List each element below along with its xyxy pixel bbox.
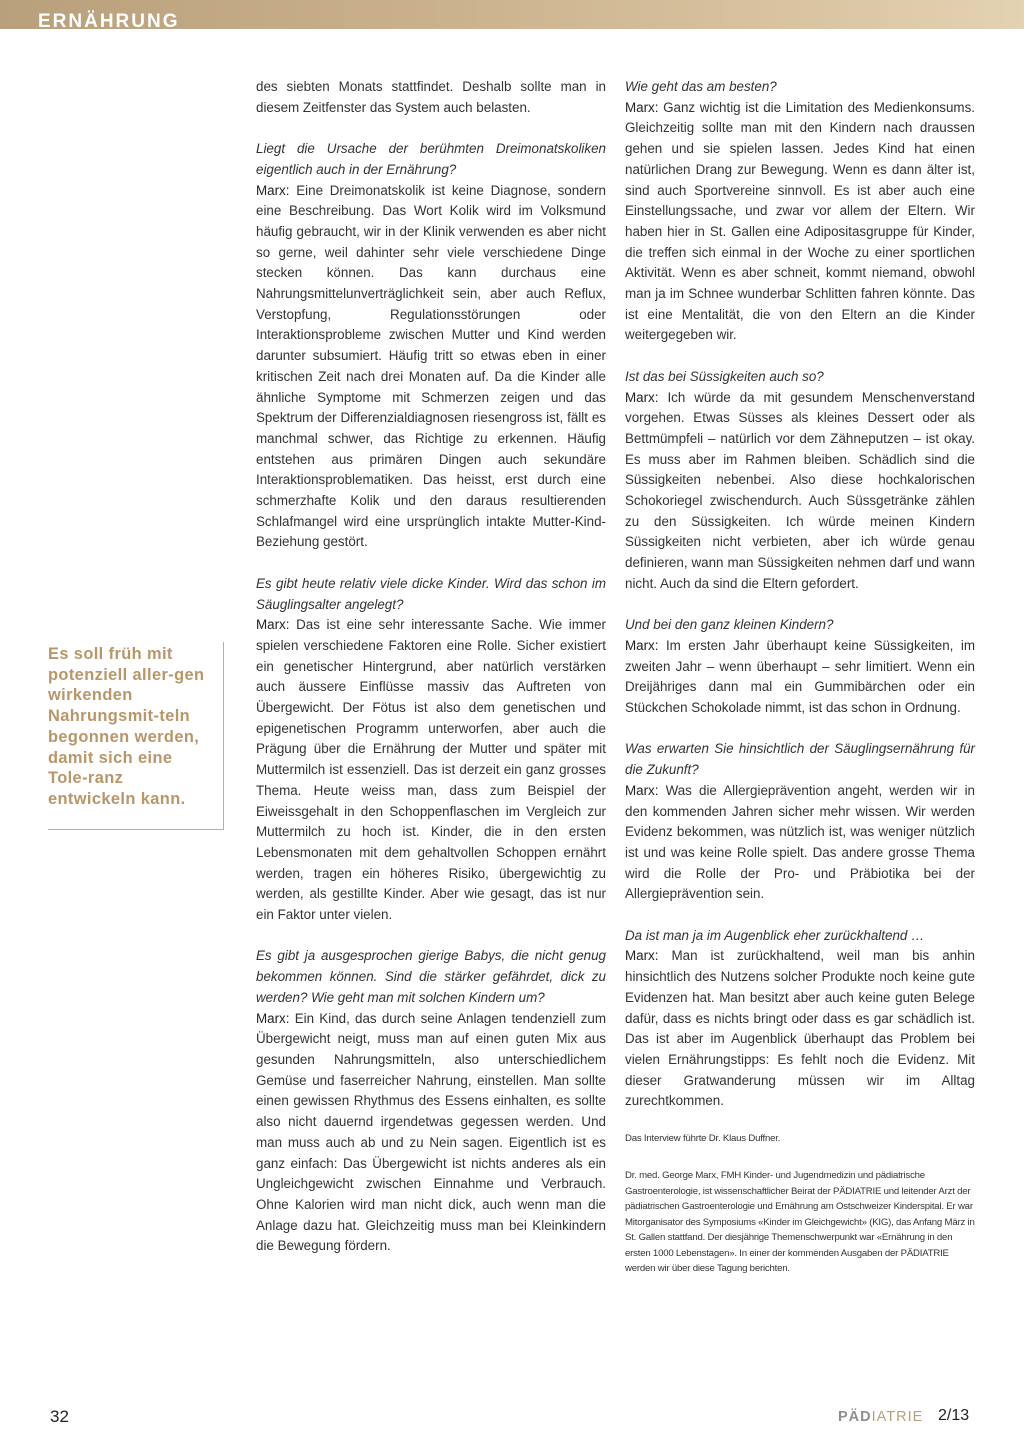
interview-question: Wie geht das am besten? (625, 79, 777, 94)
paragraph: des siebten Monats stattfindet. Deshalb sollte man in diesem Zeitfenster das System auch belasten. (256, 79, 606, 115)
answer-text: Eine Dreimonatskolik ist keine Diagnose, sondern eine Beschreibung. Das Wort Kolik wird im Volksmund häufig gebraucht, wir in der Klinik verwenden es aber nicht so gerne, weil dahinter sehr viele verschiedene Dinge stecken können. Das kann durchaus eine Nahrungsmittelunverträglichkeit sein, aber auch Reflux, Verstopfung, Regulationsstörungen oder Interaktionsprobleme zwischen Mutter und Kind werden darunter subsumiert. Häufig tritt so etwas eben in einer kritischen Zeit nach drei Monaten auf. Da die Kinder alle ähnliche Symptome mit Schmerzen zeigen und das Spektrum der Differenzialdiagnosen riesengross ist, fällt es manchmal schwer, das Richtige zu erkennen. Häufig entstehen aus primären Dingen auch sekundäre Interaktionsproblematiken. Das heisst, erst durch eine schmerzhafte Kolik und den daraus resultierenden Schlafmangel wird eine ursprünglich intakte Mutter-Kind-Beziehung gestört. (256, 182, 606, 550)
speaker-label: Marx: (625, 948, 659, 964)
speaker-label: Marx: (625, 637, 659, 653)
journal-name-suffix: IATRIE (871, 1409, 924, 1425)
section-title: ERNÄHRUNG (38, 11, 180, 32)
journal-logo (838, 1409, 923, 1425)
speaker-label: Marx: (256, 1010, 290, 1026)
interview-question: Und bei den ganz kleinen Kindern? (625, 617, 834, 633)
issue-number: 2/13 (938, 1407, 970, 1424)
speaker-label: Marx: (256, 617, 290, 633)
interview-answer (625, 388, 975, 595)
speaker-label: Marx: (625, 782, 659, 798)
interview-answer (256, 181, 606, 554)
interview-answer (625, 946, 975, 1112)
interview-answer (625, 636, 975, 719)
answer-text: Ganz wichtig ist die Limitation des Medienkonsums. Gleichzeitig sollte man mit den Kindern nach draussen gehen und sie spielen lassen. Jedes Kind hat einen natürlichen Drang zur Bewegung. Wenn es dann älter ist, sind auch Sportvereine sinnvoll. Es ist aber auch eine Einstellungssache, und zwar vor allem der Eltern. Wir haben hier in St. Gallen eine Adipositasgruppe für Kinder, die treffen sich einmal in der Woche zu einer sportlichen Aktivität. Wenn es aber schneit, kommt niemand, obwohl man ja im Schnee wunderbar Schlitten fahren könnte. Das ist eine Mentalität, die von den Eltern an die Kinder weitergegeben wir. (625, 99, 975, 343)
answer-text: Ich würde da mit gesundem Menschenverstand vorgehen. Etwas Süsses als kleines Dessert oder als Bettmümpfeli – natürlich vor dem Zähneputzen – ist okay. Es muss aber im Rahmen bleiben. Schädlich sind die Süssigkeiten nebenbei. Also diese hochkalorischen Schokoriegel zwischendurch. Auch Süssgetränke zählen zu den Süssigkeiten. Ich würde meinen Kindern Süssigkeiten nicht verbieten, aber ich würde genau definieren, wann man Süssigkeiten nehmen darf und wann nicht. Auch da sind die Eltern gefordert. (625, 389, 975, 591)
author-bio: Dr. med. George Marx, FMH Kinder- und Jugendmedizin und pädiatrische Gastroenterologie, ist wissenschaftlicher Beirat der PÄDIATRIE und leitender Arzt der pädiatrischen Gastroenterologie und Ernährung am Ostschweizer Kinderspital. Er war Mitorganisator des Symposiums «Kinder im Gleichgewicht» (KIG), das Anfang März in St. Gallen stattfand. Der diesjährige Themenschwerpunkt war «Ernährung in den ersten 1000 Lebenstagen». In einer der kommenden Ausgaben der PÄDIATRIE werden wir über diese Tagung berichten. (625, 1170, 975, 1275)
speaker-label: Marx: (256, 182, 290, 198)
article-column-right (625, 77, 975, 1277)
interview-question: Ist das bei Süssigkeiten auch so? (625, 368, 824, 384)
answer-text: Was die Allergieprävention angeht, werden wir in den kommenden Jahren sicher mehr wissen. Wir werden Evidenz bekommen, was nützlich ist, was weniger nützlich ist und was keine Rolle spielt. Das andere grosse Thema wird die Rolle der Pro- und Präbiotika bei der Allergieprävention sein. (625, 782, 975, 902)
article-column-left (256, 77, 606, 1257)
answer-text: Man ist zurückhaltend, weil man bis anhin hinsichtlich des Nutzens solcher Produkte noch keine gute Evidenzen hat. Man besitzt aber auch keine guten Belege dafür, dass es nichts bringt oder dass es gar schädlich ist. Das ist aber im Augenblick überhaupt das Problem bei vielen Ernährungstipps: Es fehlt noch die Evidenz. Mit dieser Gratwanderung müssen wir im Alltag zurechtkommen. (625, 948, 975, 1109)
interview-question: Es gibt heute relativ viele dicke Kinder. Wird das schon im Säuglingsalter angelegt? (256, 575, 606, 612)
pull-quote: Es soll früh mit potenziell aller-gen wirkenden Nahrungsmit-teln begonnen werden, damit sich eine Tole-ranz entwickeln kann. (48, 642, 224, 830)
interview-credit: Das Interview führte Dr. Klaus Duffner. (625, 1133, 781, 1145)
interview-question: Da ist man ja im Augenblick eher zurückhaltend … (625, 927, 925, 943)
journal-name-prefix: PÄD (838, 1409, 872, 1425)
interview-answer (625, 98, 975, 346)
answer-text: Im ersten Jahr überhaupt keine Süssigkeiten, im zweiten Jahr – wenn überhaupt – sehr limitiert. Wenn ein Dreijähriges dann mal ein Gummibärchen oder ein Stückchen Schokolade nimmt, ist das schon in Ordnung. (625, 637, 975, 716)
answer-text: Das ist eine sehr interessante Sache. Wie immer spielen verschiedene Faktoren eine Rolle. Sicher existiert ein genetischer Hintergrund, aber natürlich verstärken auch äussere Einflüsse massiv das Auftreten von Übergewicht. Der Fötus ist also dem genetischen und epigenetischen Programm unterworfen, aber auch die Prägung über die Ernährung der Mutter und später mit Muttermilch ist essenziell. Das ist derzeit ein ganz grosses Thema. Heute weiss man, dass zum Beispiel der Eiweissgehalt in den Schoppenflaschen im Vergleich zur Muttermilch zu hoch ist. Kinder, die in den ersten Lebensmonaten mit dem gehaltvollen Schoppen ernährt werden, tragen ein höheres Risiko, übergewichtig zu werden, als gestillte Kinder. Aber wie gesagt, das ist nur ein Faktor unter vielen. (256, 617, 606, 923)
answer-text: Ein Kind, das durch seine Anlagen tendenziell zum Übergewicht neigt, muss man auf einen guten Mix aus gesunden Nahrungsmitteln, also unterschiedlichem Gemüse und faserreicher Nahrung, einstellen. Man sollte einen gewissen Rhythmus des Essens einhalten, es sollte also nicht dauernd irgendetwas gegessen werden. Und man muss auch ab und zu Nein sagen. Eigentlich ist es ganz einfach: Das Übergewicht ist nichts anderes als ein Ungleichgewicht zwischen Einnahme und Verbrauch. Ohne Kalorien wird man nicht dick, auch wenn man die Anlage dazu hat. Gleichzeitig muss man bei Kleinkindern die Bewegung fördern. (256, 1010, 606, 1254)
speaker-label: Marx: (625, 389, 659, 405)
interview-answer (256, 615, 606, 926)
interview-question: Liegt die Ursache der berühmten Dreimonatskoliken eigentlich auch in der Ernährung? (256, 141, 606, 177)
page-number: 32 (50, 1407, 69, 1426)
interview-question: Was erwarten Sie hinsichtlich der Säuglingsernährung für die Zukunft? (625, 741, 975, 778)
interview-answer (625, 781, 975, 905)
interview-answer (256, 1009, 606, 1257)
interview-question: Es gibt ja ausgesprochen gierige Babys, die nicht genug bekommen können. Sind die stärker gefährdet, dick zu werden? Wie geht man mit solchen Kindern um? (256, 948, 606, 1005)
speaker-label: Marx: (625, 99, 659, 115)
